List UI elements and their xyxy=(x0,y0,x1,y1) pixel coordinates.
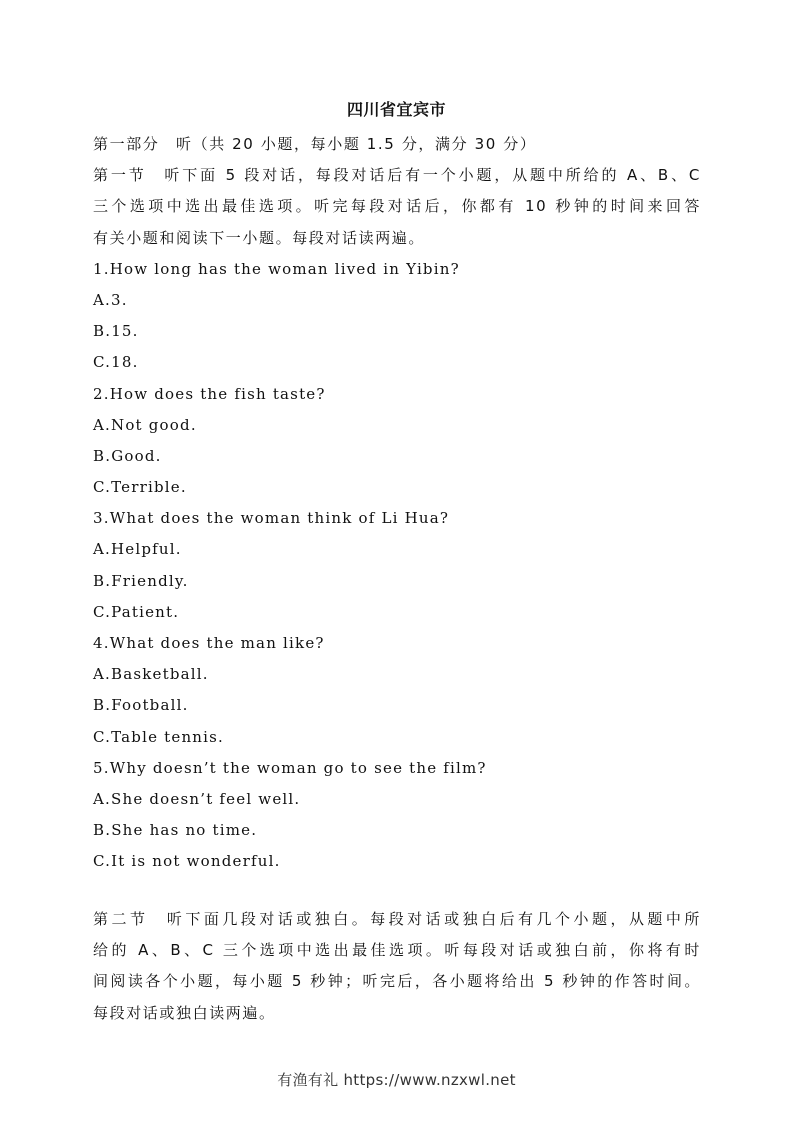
question-option: B.Good. xyxy=(93,446,162,465)
question-option: C.Table tennis. xyxy=(93,727,225,746)
question-option: B.She has no time. xyxy=(93,821,258,840)
question-stem: 4.What does the man like? xyxy=(93,634,325,652)
question-option: C.Terrible. xyxy=(93,478,187,497)
question-stem: 3.What does the woman think of Li Hua? xyxy=(93,509,450,528)
question-stem: 5.Why doesn’t the woman go to see the film? xyxy=(93,758,487,777)
question-option: C.18. xyxy=(93,353,139,372)
section2-instruction-line: 间阅读各个小题，每小题 5 秒钟；听完后，各小题将给出 5 秒钟的作答时间。 xyxy=(93,972,701,991)
section2-instruction-line: 第二节 听下面几段对话或独白。每段对话或独白后有几个小题，从题中所 xyxy=(93,910,701,928)
section1-instruction-line: 有关小题和阅读下一小题。每段对话读两遍。 xyxy=(93,228,426,247)
document-title: 四川省宜宾市 xyxy=(346,100,446,119)
question-option: A.Basketball. xyxy=(93,665,209,684)
section2-instruction-line: 给的 A、B、C 三个选项中选出最佳选项。听每段对话或独白前，你将有时 xyxy=(93,941,701,960)
question-option: A.She doesn’t feel well. xyxy=(93,789,301,808)
part-one-block xyxy=(93,129,701,878)
part-heading: 第一部分 听（共 20 小题，每小题 1.5 分，满分 30 分） xyxy=(93,135,537,153)
section1-instruction-line: 第一节 听下面 5 段对话，每段对话后有一个小题，从题中所给的 A、B、C xyxy=(93,166,701,185)
question-option: A.Not good. xyxy=(93,415,197,434)
question-stem: 2.How does the fish taste? xyxy=(93,384,326,403)
question-option: C.Patient. xyxy=(93,602,180,621)
section-two-block xyxy=(93,904,701,1029)
page-footer: 有渔有礼 https://www.nzxwl.net xyxy=(277,1071,516,1089)
question-option: B.Football. xyxy=(93,696,189,715)
question-stem: 1.How long has the woman lived in Yibin? xyxy=(93,259,460,278)
question-option: A.Helpful. xyxy=(93,540,182,559)
question-option: B.15. xyxy=(93,322,139,341)
question-option: C.It is not wonderful. xyxy=(93,852,281,871)
section1-instruction-line: 三个选项中选出最佳选项。听完每段对话后，你都有 10 秒钟的时间来回答 xyxy=(93,197,701,216)
section2-instruction-line: 每段对话或独白读两遍。 xyxy=(93,1003,276,1022)
question-option: A.3. xyxy=(93,290,128,309)
question-option: B.Friendly. xyxy=(93,571,189,590)
